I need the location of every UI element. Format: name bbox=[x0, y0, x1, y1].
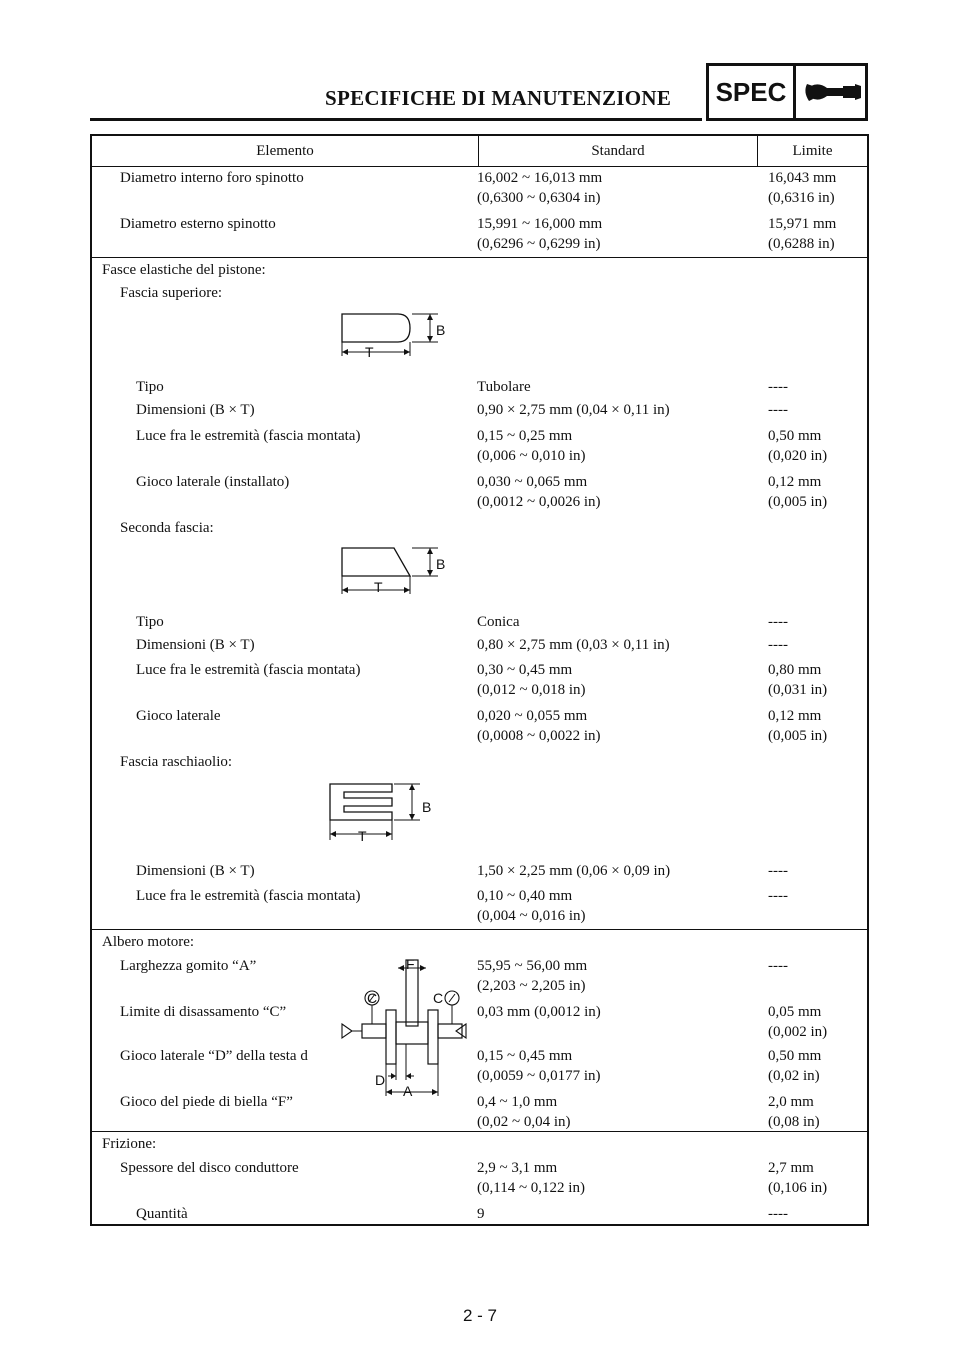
section-divider bbox=[92, 929, 867, 930]
spec-standard: 0,10 ~ 0,40 mm bbox=[477, 888, 573, 904]
spec-item: Dimensioni (B × T) bbox=[136, 637, 255, 653]
spec-limit: (0,002 in) bbox=[768, 1024, 828, 1040]
spec-standard: 0,30 ~ 0,45 mm bbox=[477, 662, 573, 678]
spec-standard: (0,6296 ~ 0,6299 in) bbox=[477, 236, 601, 252]
subsection-heading: Seconda fascia: bbox=[120, 520, 214, 536]
spec-limit: (0,031 in) bbox=[768, 682, 828, 698]
crank-label-c-left: C bbox=[367, 990, 378, 1006]
spec-item: Gioco laterale bbox=[136, 708, 221, 724]
section-heading: Fasce elastiche del pistone: bbox=[102, 262, 266, 278]
spec-standard: 0,4 ~ 1,0 mm bbox=[477, 1094, 558, 1110]
spec-limit: 0,12 mm bbox=[768, 708, 822, 724]
spec-item: Diametro esterno spinotto bbox=[120, 216, 276, 232]
spec-item: Gioco laterale “D” della testa d bbox=[120, 1048, 308, 1064]
spec-standard: (0,004 ~ 0,016 in) bbox=[477, 908, 586, 924]
spec-standard: (0,02 ~ 0,04 in) bbox=[477, 1114, 571, 1130]
spec-standard: 0,15 ~ 0,45 mm bbox=[477, 1048, 573, 1064]
spec-item: Quantità bbox=[136, 1206, 188, 1222]
spec-limit: ---- bbox=[768, 863, 788, 879]
dimension-label-b: B bbox=[436, 322, 446, 338]
spec-limit: 2,0 mm bbox=[768, 1094, 814, 1110]
dimension-label-t: T bbox=[365, 344, 374, 360]
spec-limit: 0,50 mm bbox=[768, 1048, 822, 1064]
spec-standard: (0,0059 ~ 0,0177 in) bbox=[477, 1068, 601, 1084]
dimension-label-t: T bbox=[358, 828, 367, 844]
spec-table bbox=[90, 134, 869, 1226]
spec-limit: 2,7 mm bbox=[768, 1160, 814, 1176]
spec-standard: (0,114 ~ 0,122 in) bbox=[477, 1180, 585, 1196]
spec-limit: (0,005 in) bbox=[768, 494, 828, 510]
crankshaft-diagram bbox=[336, 952, 472, 1102]
spec-standard: 0,020 ~ 0,055 mm bbox=[477, 708, 588, 724]
badge-divider bbox=[793, 66, 796, 118]
spec-standard: 0,90 × 2,75 mm (0,04 × 0,11 in) bbox=[477, 402, 670, 418]
spec-standard: 9 bbox=[477, 1206, 485, 1222]
crank-label-f: F bbox=[406, 956, 415, 972]
spec-limit: 0,50 mm bbox=[768, 428, 822, 444]
spec-standard: 15,991 ~ 16,000 mm bbox=[477, 216, 603, 232]
spec-item: Dimensioni (B × T) bbox=[136, 402, 255, 418]
page-number: 2 - 7 bbox=[462, 1306, 498, 1325]
spec-item: Diametro interno foro spinotto bbox=[120, 170, 304, 186]
spec-item: Gioco laterale (installato) bbox=[136, 474, 290, 490]
spec-standard: (0,006 ~ 0,010 in) bbox=[477, 448, 586, 464]
column-header-elemento: Elemento bbox=[256, 143, 314, 159]
spec-limit: (0,08 in) bbox=[768, 1114, 820, 1130]
spec-standard: 55,95 ~ 56,00 mm bbox=[477, 958, 588, 974]
spec-limit: (0,106 in) bbox=[768, 1180, 828, 1196]
table-header-row bbox=[92, 136, 867, 167]
spec-standard: Tubolare bbox=[477, 379, 531, 395]
wrench-icon bbox=[801, 74, 863, 110]
spec-limit: ---- bbox=[768, 614, 788, 630]
spec-limit: ---- bbox=[768, 888, 788, 904]
spec-limit: ---- bbox=[768, 1206, 788, 1222]
spec-limit: (0,6288 in) bbox=[768, 236, 835, 252]
spec-item: Tipo bbox=[136, 379, 164, 395]
subsection-heading: Fascia raschiaolio: bbox=[120, 754, 233, 770]
spec-limit: (0,020 in) bbox=[768, 448, 828, 464]
spec-item: Dimensioni (B × T) bbox=[136, 863, 255, 879]
column-header-limite: Limite bbox=[792, 143, 833, 159]
spec-limit: 0,05 mm bbox=[768, 1004, 822, 1020]
spec-limit: ---- bbox=[768, 402, 788, 418]
spec-standard: 0,80 × 2,75 mm (0,03 × 0,11 in) bbox=[477, 637, 670, 653]
spec-limit: 16,043 mm bbox=[768, 170, 837, 186]
dimension-label-t: T bbox=[374, 579, 383, 595]
spec-limit: 0,12 mm bbox=[768, 474, 822, 490]
spec-item: Spessore del disco conduttore bbox=[120, 1160, 299, 1176]
spec-standard: 0,15 ~ 0,25 mm bbox=[477, 428, 573, 444]
spec-standard: (0,012 ~ 0,018 in) bbox=[477, 682, 586, 698]
spec-standard: (0,6300 ~ 0,6304 in) bbox=[477, 190, 601, 206]
section-heading: Albero motore: bbox=[102, 934, 195, 950]
dimension-label-b: B bbox=[422, 799, 432, 815]
spec-standard: 0,03 mm (0,0012 in) bbox=[477, 1004, 601, 1020]
spec-item: Limite di disassamento “C” bbox=[120, 1004, 287, 1020]
page-title: SPECIFICHE DI MANUTENZIONE bbox=[325, 86, 672, 110]
column-header-standard: Standard bbox=[591, 143, 645, 159]
header-rule bbox=[90, 118, 702, 121]
spec-standard: (0,0012 ~ 0,0026 in) bbox=[477, 494, 601, 510]
spec-standard: 1,50 × 2,25 mm (0,06 × 0,09 in) bbox=[477, 863, 671, 879]
spec-item: Luce fra le estremità (fascia montata) bbox=[136, 888, 361, 904]
spec-item: Larghezza gomito “A” bbox=[120, 958, 257, 974]
section-heading: Frizione: bbox=[102, 1136, 157, 1152]
spec-item: Luce fra le estremità (fascia montata) bbox=[136, 428, 361, 444]
spec-standard: 0,030 ~ 0,065 mm bbox=[477, 474, 588, 490]
spec-standard: Conica bbox=[477, 614, 520, 630]
spec-standard: (0,0008 ~ 0,0022 in) bbox=[477, 728, 601, 744]
spec-item: Tipo bbox=[136, 614, 164, 630]
section-divider bbox=[92, 257, 867, 258]
spec-limit: (0,005 in) bbox=[768, 728, 828, 744]
spec-limit: 0,80 mm bbox=[768, 662, 822, 678]
subsection-heading: Fascia superiore: bbox=[120, 285, 223, 301]
spec-standard: (2,203 ~ 2,205 in) bbox=[477, 978, 586, 994]
spec-limit: ---- bbox=[768, 637, 788, 653]
spec-standard: 16,002 ~ 16,013 mm bbox=[477, 170, 603, 186]
spec-badge-label: SPEC bbox=[715, 77, 787, 107]
crank-label-c-right: C bbox=[433, 990, 444, 1006]
spec-item: Gioco del piede di biella “F” bbox=[120, 1094, 293, 1110]
spec-limit: (0,6316 in) bbox=[768, 190, 835, 206]
spec-limit: ---- bbox=[768, 379, 788, 395]
crank-label-a: A bbox=[403, 1083, 413, 1099]
crank-label-d: D bbox=[375, 1072, 386, 1088]
spec-limit: ---- bbox=[768, 958, 788, 974]
spec-limit: 15,971 mm bbox=[768, 216, 837, 232]
spec-badge bbox=[706, 63, 868, 121]
spec-standard: 2,9 ~ 3,1 mm bbox=[477, 1160, 558, 1176]
spec-item: Luce fra le estremità (fascia montata) bbox=[136, 662, 361, 678]
dimension-label-b: B bbox=[436, 556, 446, 572]
spec-limit: (0,02 in) bbox=[768, 1068, 820, 1084]
